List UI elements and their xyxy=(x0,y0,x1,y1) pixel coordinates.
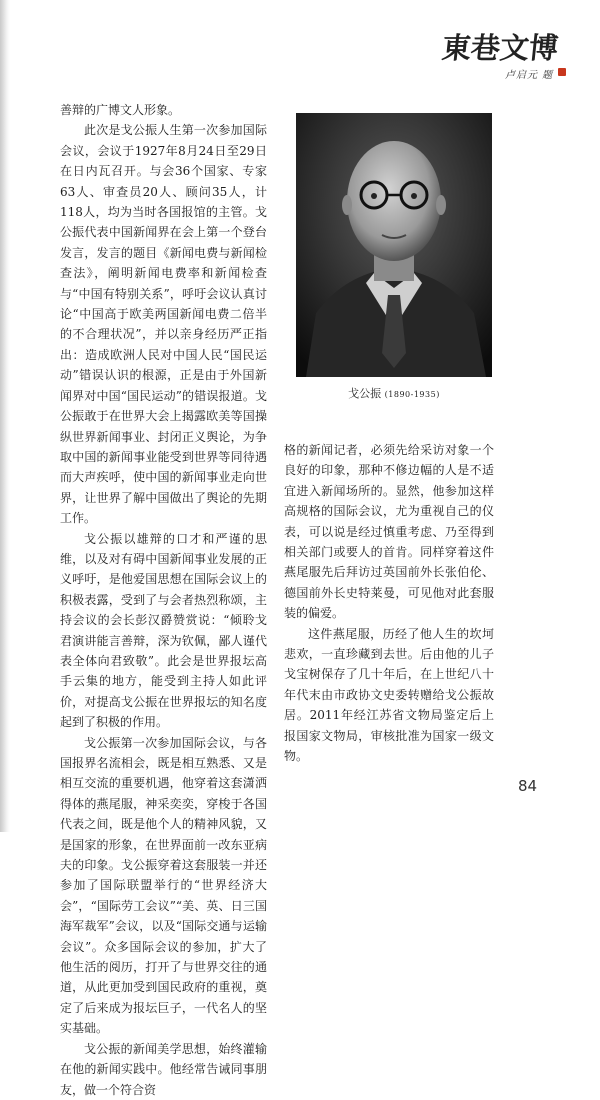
article-paragraph: 戈公振第一次参加国际会议，与各国报界名流相会，既是相互熟悉、又是相互交流的重要机遇，他穿着这套潇洒得体的燕尾服，神采奕奕，穿梭于各国代表之间，既是他个人的精神风貌，又是国家的形象，在世界面前一改东亚病夫的印象。戈公振穿着这套服装一并还参加了国际联盟举行的“世界经济大会”，“国际劳工会议”“美、英、日三国海军裁军”会议，以及“国际交通与运输会议”。众多国际会议的参加，扩大了他生活的阅历，打开了与世界交往的通道，从此更加受到国民政府的重视，奠定了后来成为报坛巨子，一代名人的坚实基础。 xyxy=(60,735,267,1036)
portrait-photo xyxy=(296,113,492,377)
photo-caption xyxy=(296,385,492,401)
page-gutter-shadow xyxy=(0,0,10,832)
article-paragraph: 这件燕尾服，历经了他人生的坎坷悲欢，一直珍藏到去世。后由他的儿子戈宝树保存了几十年后，在上世纪八十年代末由市政协文史委转赠给戈公振故居。2011年经江苏省文物局鉴定后上报国家文物局，审核批准为国家一级文物。 xyxy=(284,626,494,764)
brand-calligraphy-title: 東巷文博 xyxy=(440,31,560,65)
portrait-image xyxy=(296,113,492,377)
page-number: 84 xyxy=(518,777,538,795)
article-paragraph: 善辩的广博文人形象。 xyxy=(60,103,181,117)
red-seal-stamp xyxy=(558,68,566,76)
caption-years: (1890-1935) xyxy=(384,390,440,399)
article-paragraph: 戈公振的新闻美学思想，始终灌输在他的新闻实践中。他经常告诫同事朋友，做一个符合资 xyxy=(60,1041,267,1097)
column-brand-logo xyxy=(440,30,580,90)
article-paragraph: 此次是戈公振人生第一次参加国际会议，会议于1927年8月24日至29日在日内瓦召开。与会36个国家、专家63人、审查员20人、顾问35人，计118人，均为当时各国报馆的主管。戈公振代表中国新闻界在会上第一个登台发言，发言的题目《新闻电费与新闻检查法》，阐明新闻电费率和新闻检查与“中国有特别关系”，呼吁会议认真讨论“中国高于欧美两国新闻电费二倍半的不合理状况”，并以亲身经历严正指出：造成欧洲人民对中国人民“国民运动”错误认识的根源，正是由于外国新闻界对中国“国民运动”的错误报道。戈公振敢于在世界大会上揭露欧美等国操纵世界新闻事业、封闭正义舆论，为争取中国的新闻事业能受到世界等同待遇而大声疾呼，使中国的新闻事业走向世界，让世界了解中国做出了舆论的先期工作。 xyxy=(60,123,267,526)
brand-signature: 卢启元 题 xyxy=(505,70,554,81)
caption-name: 戈公振 xyxy=(348,387,382,400)
article-left-column xyxy=(60,100,267,1100)
article-right-column xyxy=(284,440,494,767)
article-paragraph: 戈公振以雄辩的口才和严谨的思维，以及对有碍中国新闻事业发展的正义呼吁，是他爱国思想在国际会议上的积极表露，受到了与会者热烈称颂，主持会议的会长彭汉爵赞赏说：“倾聆戈君演讲能言善辩，深为钦佩，鄙人谨代表全体向君致敬”。此会是世界报坛高手云集的地方，能受到主持人如此评价，对提高戈公振在世界报坛的知名度起到了积极的作用。 xyxy=(60,531,267,730)
article-paragraph: 格的新闻记者，必须先给采访对象一个良好的印象，那种不修边幅的人是不适宜进入新闻场所的。显然，他参加这样高规格的国际会议，尤为重视自己的仪表，可以说是经过慎重考虑、乃至得到相关部门或要人的首肯。同样穿着这件燕尾服先后拜访过英国前外长张伯伦、德国前外长史特莱曼，可见他对此套服装的偏爱。 xyxy=(284,443,494,621)
